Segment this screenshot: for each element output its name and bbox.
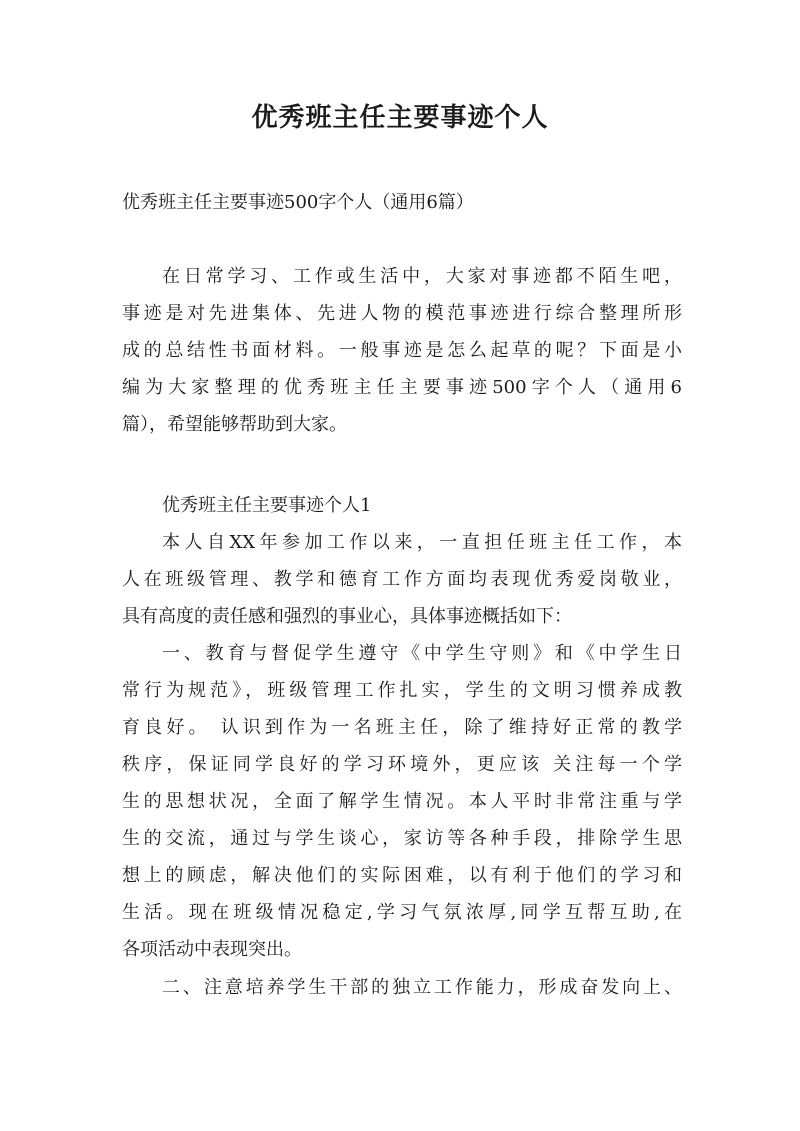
paragraph-line: 本人自XX年参加工作以来，一直担任班主任工作，本 bbox=[162, 532, 682, 553]
paragraph-line: 生活。现在班级情况稳定,学习气氛浓厚,同学互帮互助,在 bbox=[122, 902, 682, 923]
paragraph-2 bbox=[122, 635, 682, 968]
intro-line: 在日常学习、工作或生活中，大家对事迹都不陌生吧， bbox=[162, 266, 682, 287]
paragraph-line: 常行为规范》，班级管理工作扎实，学生的文明习惯养成教 bbox=[122, 680, 682, 701]
section-heading: 优秀班主任主要事迹个人1 bbox=[162, 495, 372, 516]
paragraph-line: 二、注意培养学生干部的独立工作能力，形成奋发向上、 bbox=[162, 977, 682, 998]
intro-line: 成的总结性书面材料。一般事迹是怎么起草的呢？下面是小 bbox=[122, 340, 682, 361]
intro-paragraph bbox=[122, 258, 682, 443]
paragraph-3 bbox=[122, 969, 682, 1006]
paragraph-line: 生的思想状况，全面了解学生情况。本人平时非常注重与学 bbox=[122, 791, 682, 812]
paragraph-line: 秩序，保证同学良好的学习环境外，更应该 关注每一个学 bbox=[122, 754, 682, 775]
paragraph-line: 育良好。 认识到作为一名班主任，除了维持好正常的教学 bbox=[122, 717, 682, 738]
paragraph-1 bbox=[122, 524, 682, 635]
intro-line: 事迹是对先进集体、先进人物的模范事迹进行综合整理所形 bbox=[122, 303, 682, 324]
paragraph-line: 各项活动中表现突出。 bbox=[122, 939, 302, 960]
paragraph-line: 具有高度的责任感和强烈的事业心，具体事迹概括如下： bbox=[122, 606, 572, 627]
intro-line: 编为大家整理的优秀班主任主要事迹500字个人（通用6 bbox=[122, 377, 682, 398]
paragraph-line: 一、教育与督促学生遵守《中学生守则》和《中学生日 bbox=[162, 643, 682, 664]
paragraph-line: 人在班级管理、教学和德育工作方面均表现优秀爱岗敬业， bbox=[122, 569, 682, 590]
paragraph-line: 想上的顾虑，解决他们的实际困难，以有利于他们的学习和 bbox=[122, 865, 682, 886]
intro-line: 篇），希望能够帮助到大家。 bbox=[122, 414, 347, 435]
document-title: 优秀班主任主要事迹个人 bbox=[251, 103, 549, 133]
document-subtitle: 优秀班主任主要事迹500字个人（通用6篇） bbox=[122, 192, 474, 213]
paragraph-line: 生的交流，通过与学生谈心，家访等各种手段，排除学生思 bbox=[122, 828, 682, 849]
